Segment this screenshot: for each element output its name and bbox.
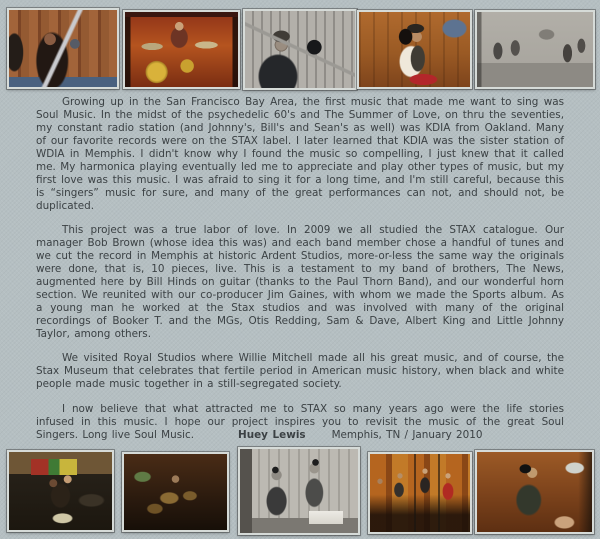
paragraph-2 xyxy=(36,224,564,341)
paragraph-4-text: I now believe that what attracted me to STAX so many years ago were the life stories infused in this music. I hope our project inspires you to revisit the music of the great Soul Singers. Long live Soul Music. xyxy=(36,403,564,441)
photo-couch-pair xyxy=(7,450,114,532)
photo-guitarist-cap xyxy=(357,10,472,89)
photo-drummer xyxy=(123,10,240,89)
paragraph-1-text: Growing up in the San Francisco Bay Area, the first music that made me want to sing was Soul Music. In the midst of the psychedelic 60's and The Summer of Love, on thru the seventies, my constant radio station (and Johnny's, Bill's and Sean's as well) was KDIA from Oakland. Many of our favorite records were on the STAX label. I later learned that KDIA was the sister station of WDIA in Memphis. I didn't know why I found the music so compelling, I just knew that it called me. My harmonica playing eventually led me to appreciate and play other types of music, but my first love was this music. I was afraid to sing it for a long time, and I'm still careful, because this is “singers” music for sure, and many of the great performances can not, and should not, be duplicated. xyxy=(36,96,564,212)
paragraph-4 xyxy=(36,403,564,442)
photo-singer-bw xyxy=(243,9,357,90)
paragraph-1 xyxy=(36,96,564,213)
signature-place-date: Memphis, TN / January 2010 xyxy=(331,429,483,441)
photo-vocalist-at-mic xyxy=(7,8,119,89)
signature-name: Huey Lewis xyxy=(238,429,306,441)
liner-notes-text xyxy=(36,96,564,442)
photo-piano-men-bw xyxy=(238,447,360,535)
paragraph-2-text: This project was a true labor of love. In 2009 we all studied the STAX catalogue. Our manager Bob Brown (whose idea this was) and each band member chose a handful of tunes and we cut the record in Memphis at historic Ardent Studios, more-or-less the same way the originals were done, that is, 10 pieces, live. This is a testament to my band of brothers, The News, augmented here by Bill Hinds on guitar (thanks to the Paul Thorn Band), and our wonderful horn section. We reunited with our co-producer Jim Gaines, with whom we made the Sports album. As a young man he worked at the Stax studios and was involved with many of the original recordings of Booker T. and the MGs, Otis Redding, Sam & Dave, Albert King and Little Johnny Taylor, among others. xyxy=(36,224,564,340)
photo-band-group xyxy=(368,452,472,534)
paragraph-3-text: We visited Royal Studios where Willie Mitchell made all his great music, and of course, the Stax Museum that celebrates that fertile period in American music history, when black and white people made music together in a still-segregated society. xyxy=(36,352,564,390)
paragraph-3 xyxy=(36,352,564,391)
photo-dark-studio-drums xyxy=(122,452,229,532)
photo-plaid-guitarist xyxy=(475,450,594,534)
photo-studio-wide-bw xyxy=(475,10,595,89)
